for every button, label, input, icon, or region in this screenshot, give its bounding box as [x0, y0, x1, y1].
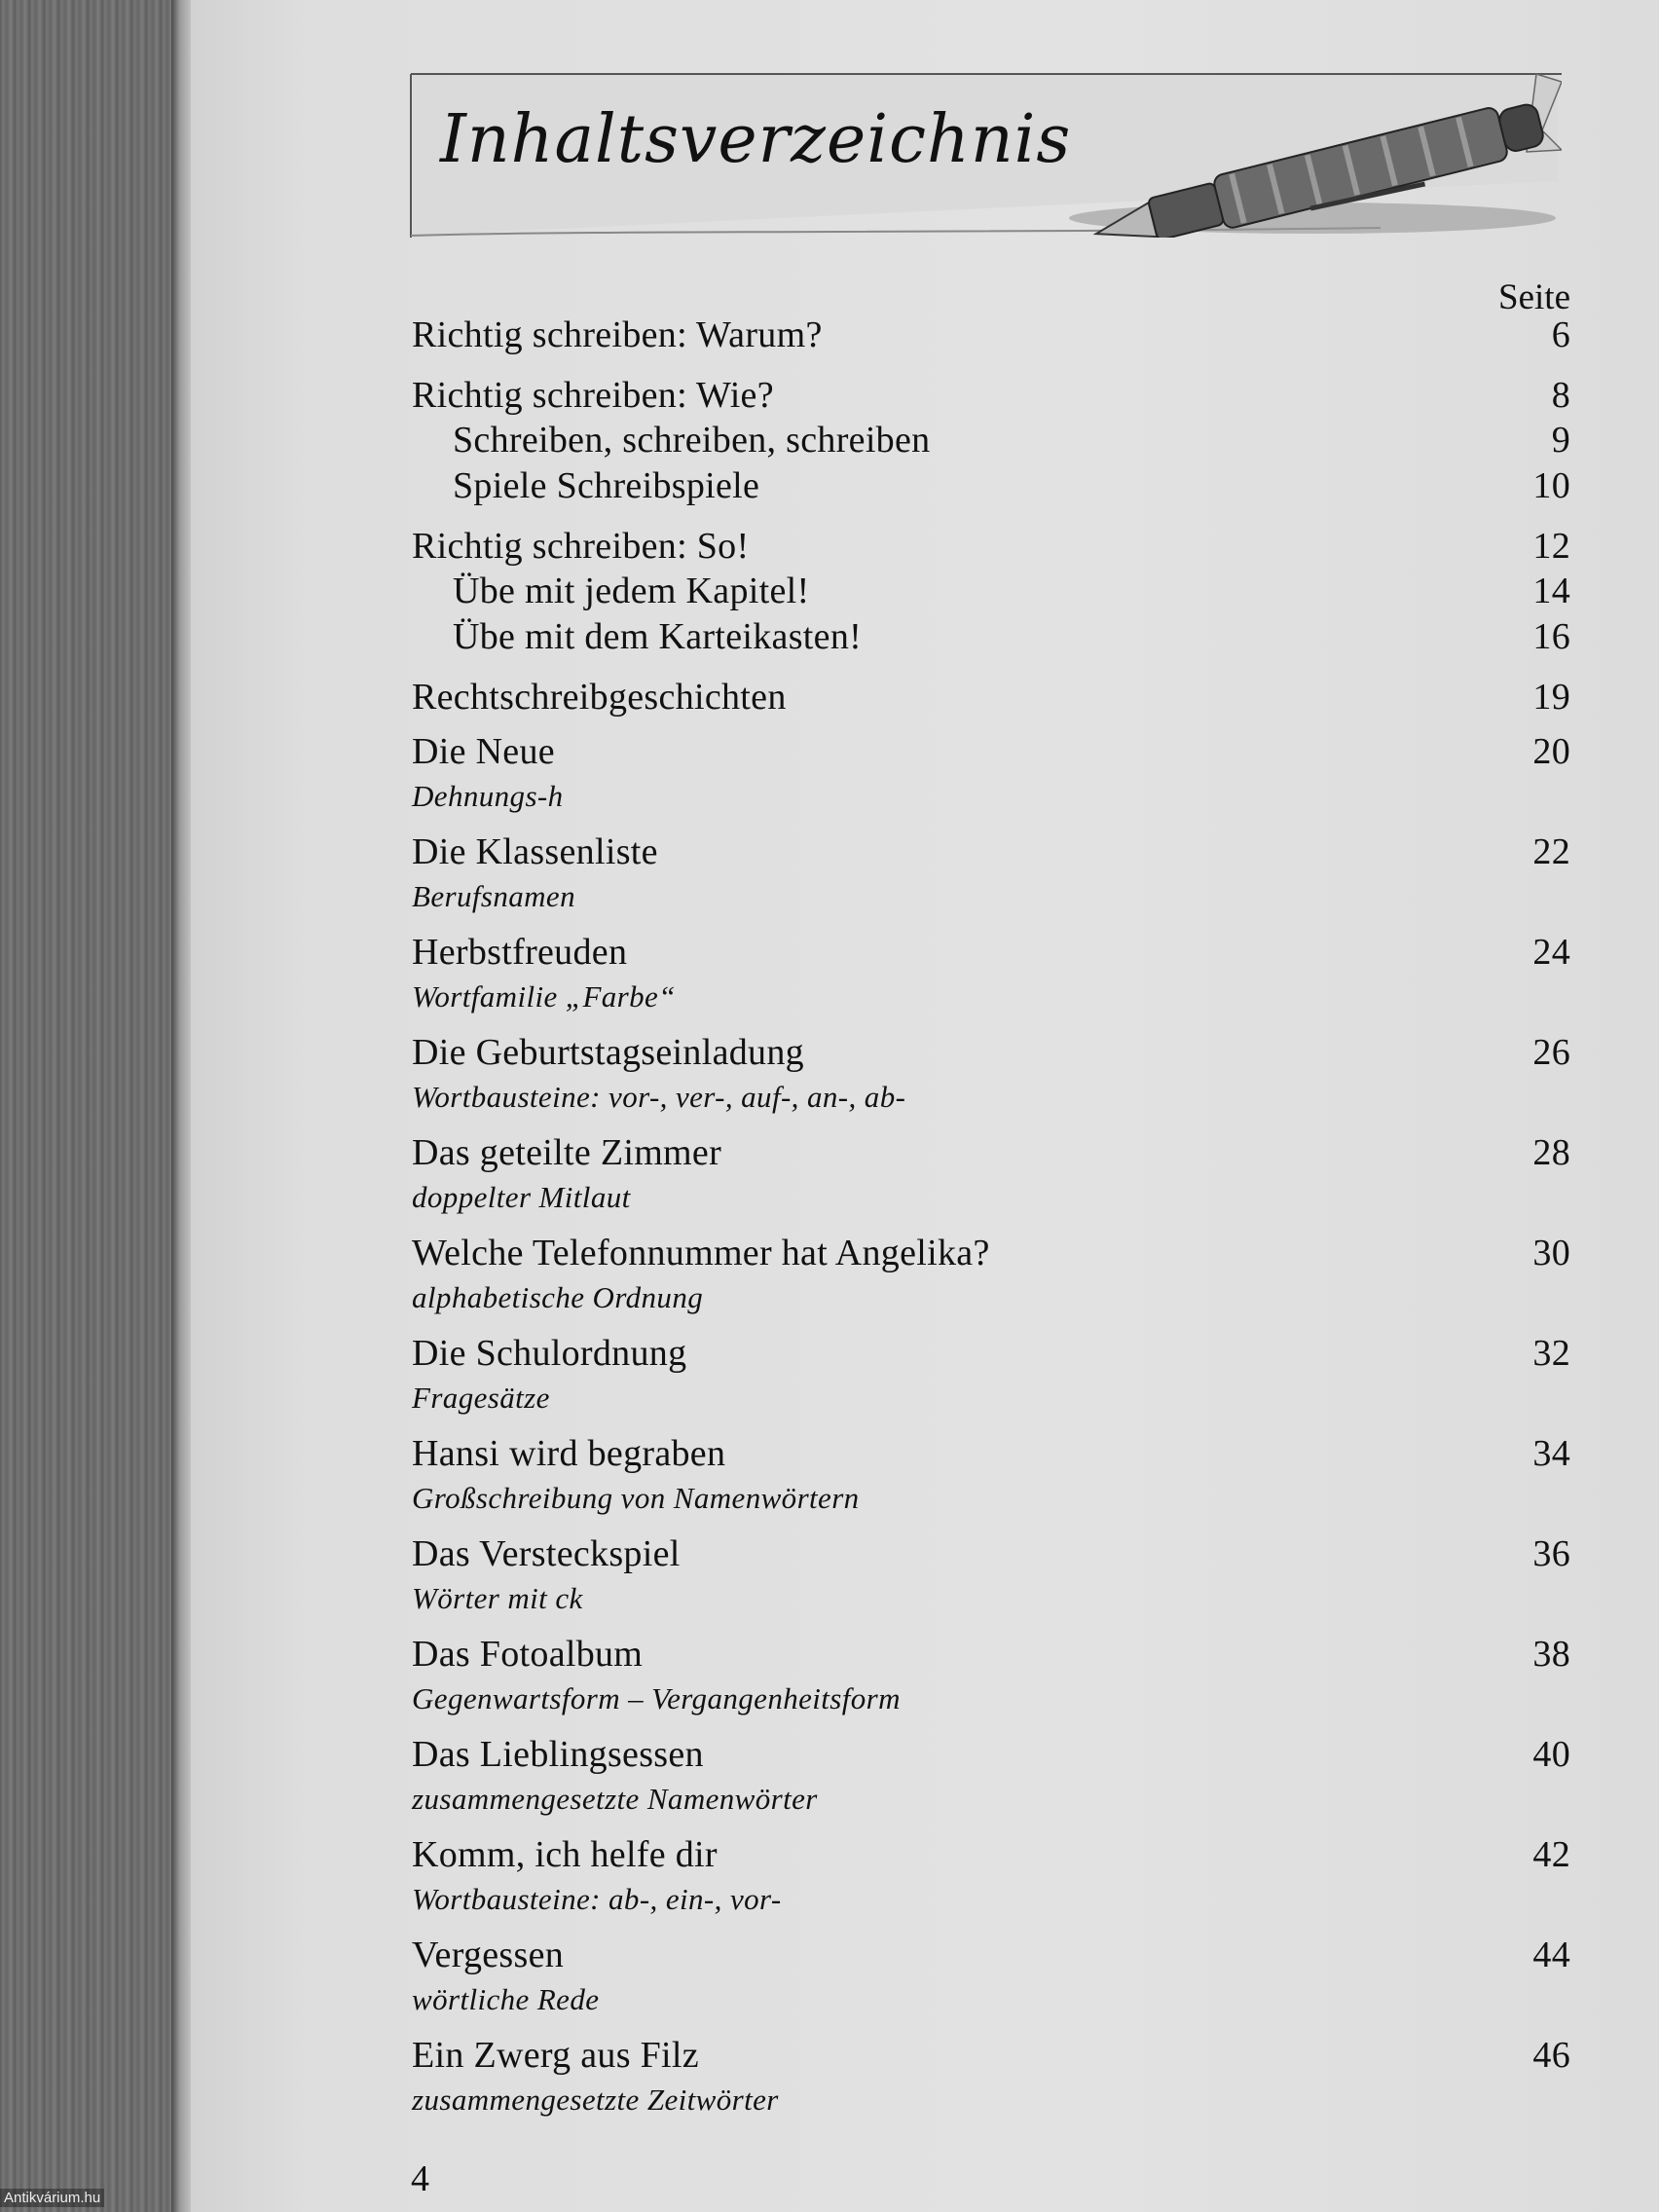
story-title: Ein Zwerg aus Filz [412, 2035, 699, 2076]
toc-entry-page: 12 [1532, 526, 1570, 567]
toc-entry [412, 525, 1570, 570]
story-entry [412, 1633, 1570, 1677]
toc-entry-title: Richtig schreiben: So! [412, 526, 750, 567]
story-topic: Großschreibung von Namenwörtern [412, 1481, 860, 1515]
story-topic: Wortfamilie „Farbe“ [412, 979, 676, 1014]
story-topic: Wortbausteine: ab-, ein-, vor- [412, 1882, 782, 1916]
story-page: 38 [1532, 1634, 1570, 1675]
story-page: 28 [1532, 1132, 1570, 1173]
story-entry [412, 1332, 1570, 1377]
story-entry [412, 1031, 1570, 1076]
toc-entry-title: Übe mit jedem Kapitel! [453, 571, 810, 611]
toc-entry-title: Spiele Schreibspiele [453, 465, 760, 506]
story-title: Hansi wird begraben [412, 1433, 726, 1474]
story-entry [412, 1833, 1570, 1878]
toc-entry [412, 374, 1570, 419]
story-title: Herbstfreuden [412, 932, 628, 973]
story-entry [412, 1432, 1570, 1477]
story-page: 36 [1532, 1533, 1570, 1574]
watermark-label: Antikvárium.hu [0, 2189, 104, 2207]
story-entry [412, 1232, 1570, 1276]
story-entry [412, 2034, 1570, 2079]
toc-entry-page: 6 [1551, 314, 1570, 355]
story-topic: Wortbausteine: vor-, ver-, auf-, an-, ab- [412, 1080, 906, 1114]
toc-entry-page: 10 [1532, 465, 1570, 506]
toc-entry-title: Übe mit dem Karteikasten! [453, 616, 863, 657]
story-page: 46 [1532, 2035, 1570, 2076]
story-title: Welche Telefonnummer hat Angelika? [412, 1233, 990, 1273]
toc-entry [412, 676, 1570, 720]
story-page: 20 [1532, 731, 1570, 772]
story-entry [412, 1532, 1570, 1577]
story-title: Vergessen [412, 1935, 565, 1975]
toc-subentry [453, 570, 1570, 614]
toc-entry-title: Richtig schreiben: Warum? [412, 314, 823, 355]
toc-subentry [453, 419, 1570, 463]
story-topic: zusammengesetzte Namenwörter [412, 1782, 818, 1816]
story-topic: Gegenwartsform – Vergangenheitsform [412, 1681, 901, 1715]
story-topic: Fragesätze [412, 1381, 550, 1415]
story-topic: zusammengesetzte Zeitwörter [412, 2083, 779, 2117]
story-topic: doppelter Mitlaut [412, 1180, 631, 1214]
story-title: Das Fotoalbum [412, 1634, 644, 1675]
book-binding [0, 0, 183, 2212]
toc-entry-title: Richtig schreiben: Wie? [412, 375, 774, 416]
story-title: Die Klassenliste [412, 831, 658, 872]
story-entry [412, 1733, 1570, 1778]
story-page: 40 [1532, 1734, 1570, 1775]
story-topic: wörtliche Rede [412, 1982, 600, 2016]
story-page: 42 [1532, 1834, 1570, 1875]
story-entry [412, 830, 1570, 875]
story-title: Das Lieblingsessen [412, 1734, 704, 1775]
toc-entry [412, 313, 1570, 358]
story-topic: Wörter mit ck [412, 1581, 583, 1615]
story-topic: Dehnungs-h [412, 779, 564, 813]
page-column-label: Seite [1498, 277, 1570, 317]
story-title: Das Versteckspiel [412, 1533, 681, 1574]
story-page: 22 [1532, 831, 1570, 872]
story-title: Die Schulordnung [412, 1333, 687, 1374]
story-page: 34 [1532, 1433, 1570, 1474]
page-heading: Inhaltsverzeichnis [440, 101, 1072, 178]
page-number: 4 [411, 2158, 429, 2199]
story-page: 32 [1532, 1333, 1570, 1374]
toc-entry-page: 14 [1532, 571, 1570, 611]
story-page: 26 [1532, 1032, 1570, 1073]
story-page: 44 [1532, 1935, 1570, 1975]
story-entry [412, 1934, 1570, 1978]
toc-entry-title: Rechtschreibgeschichten [412, 677, 787, 718]
story-entry [412, 730, 1570, 775]
toc-subentry [453, 464, 1570, 509]
story-topic: alphabetische Ordnung [412, 1280, 704, 1314]
story-topic: Berufsnamen [412, 879, 575, 913]
story-page: 24 [1532, 932, 1570, 973]
toc-entry-title: Schreiben, schreiben, schreiben [453, 420, 931, 461]
story-entry [412, 931, 1570, 976]
story-title: Die Neue [412, 731, 555, 772]
toc-entry-page: 16 [1532, 616, 1570, 657]
page-edge [171, 0, 193, 2212]
toc-entry-page: 9 [1551, 420, 1570, 461]
story-title: Komm, ich helfe dir [412, 1834, 718, 1875]
story-entry [412, 1131, 1570, 1176]
toc-entry-page: 19 [1532, 677, 1570, 718]
story-title: Die Geburtstagseinladung [412, 1032, 804, 1073]
story-page: 30 [1532, 1233, 1570, 1273]
story-title: Das geteilte Zimmer [412, 1132, 722, 1173]
toc-entry-page: 8 [1551, 375, 1570, 416]
toc-subentry [453, 615, 1570, 660]
